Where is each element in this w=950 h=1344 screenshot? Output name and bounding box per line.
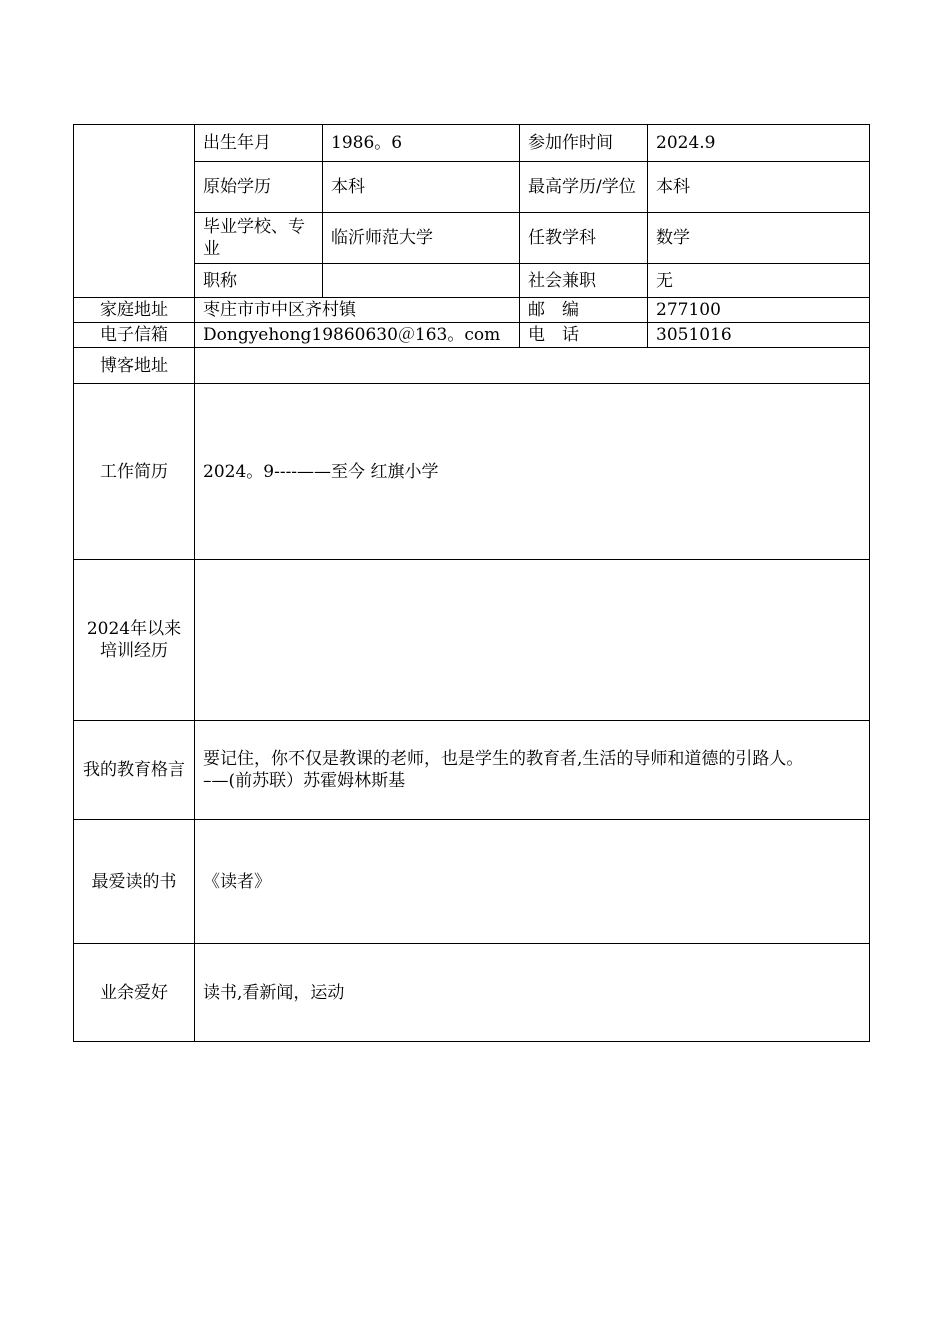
table-row [74, 348, 870, 384]
postcode-label: 邮 编 [520, 298, 648, 323]
work-start-label: 参加作时间 [520, 125, 648, 162]
original-education-label: 原始学历 [195, 162, 323, 213]
table-row [74, 560, 870, 721]
education-motto-label: 我的教育格言 [74, 721, 195, 820]
training-history-value [195, 560, 870, 721]
table-row [74, 384, 870, 560]
table-row [74, 820, 870, 944]
blog-address-value [195, 348, 870, 384]
postcode-value: 277100 [648, 298, 870, 323]
birth-label: 出生年月 [195, 125, 323, 162]
table-row [74, 298, 870, 323]
email-value: Dongyehong19860630＠163。com [195, 323, 520, 348]
education-motto-text: 要记住，你不仅是教课的老师，也是学生的教育者,生活的导师和道德的引路人。 [203, 749, 804, 769]
work-history-label: 工作简历 [74, 384, 195, 560]
highest-education-value: 本科 [648, 162, 870, 213]
favorite-books-value: 《读者》 [195, 820, 870, 944]
table-row [74, 721, 870, 820]
training-history-label: 2024年以来培训经历 [74, 560, 195, 721]
side-job-label: 社会兼职 [520, 264, 648, 298]
professional-title-label: 职称 [195, 264, 323, 298]
phone-label: 电 话 [520, 323, 648, 348]
hobbies-label: 业余爱好 [74, 944, 195, 1042]
email-label: 电子信箱 [74, 323, 195, 348]
original-education-value: 本科 [323, 162, 520, 213]
home-address-value: 枣庄市市中区齐村镇 [195, 298, 520, 323]
favorite-books-label: 最爱读的书 [74, 820, 195, 944]
birth-value: 1986。6 [323, 125, 520, 162]
photo-cell [74, 125, 195, 298]
home-address-label: 家庭地址 [74, 298, 195, 323]
education-motto-source: –—(前苏联）苏霍姆林斯基 [203, 771, 406, 791]
table-row [74, 323, 870, 348]
table-row [74, 944, 870, 1042]
school-major-label: 毕业学校、专业 [195, 213, 323, 264]
table-row [74, 125, 870, 162]
phone-value: 3051016 [648, 323, 870, 348]
professional-title-value [323, 264, 520, 298]
hobbies-value: 读书,看新闻，运动 [195, 944, 870, 1042]
teaching-subject-label: 任教学科 [520, 213, 648, 264]
highest-education-label: 最高学历/学位 [520, 162, 648, 213]
work-history-value: 2024。9----——至今 红旗小学 [195, 384, 870, 560]
education-motto-cell [195, 721, 870, 820]
teacher-profile-table [73, 124, 870, 1042]
school-major-value: 临沂师范大学 [323, 213, 520, 264]
teaching-subject-value: 数学 [648, 213, 870, 264]
side-job-value: 无 [648, 264, 870, 298]
blog-address-label: 博客地址 [74, 348, 195, 384]
work-start-value: 2024.9 [648, 125, 870, 162]
